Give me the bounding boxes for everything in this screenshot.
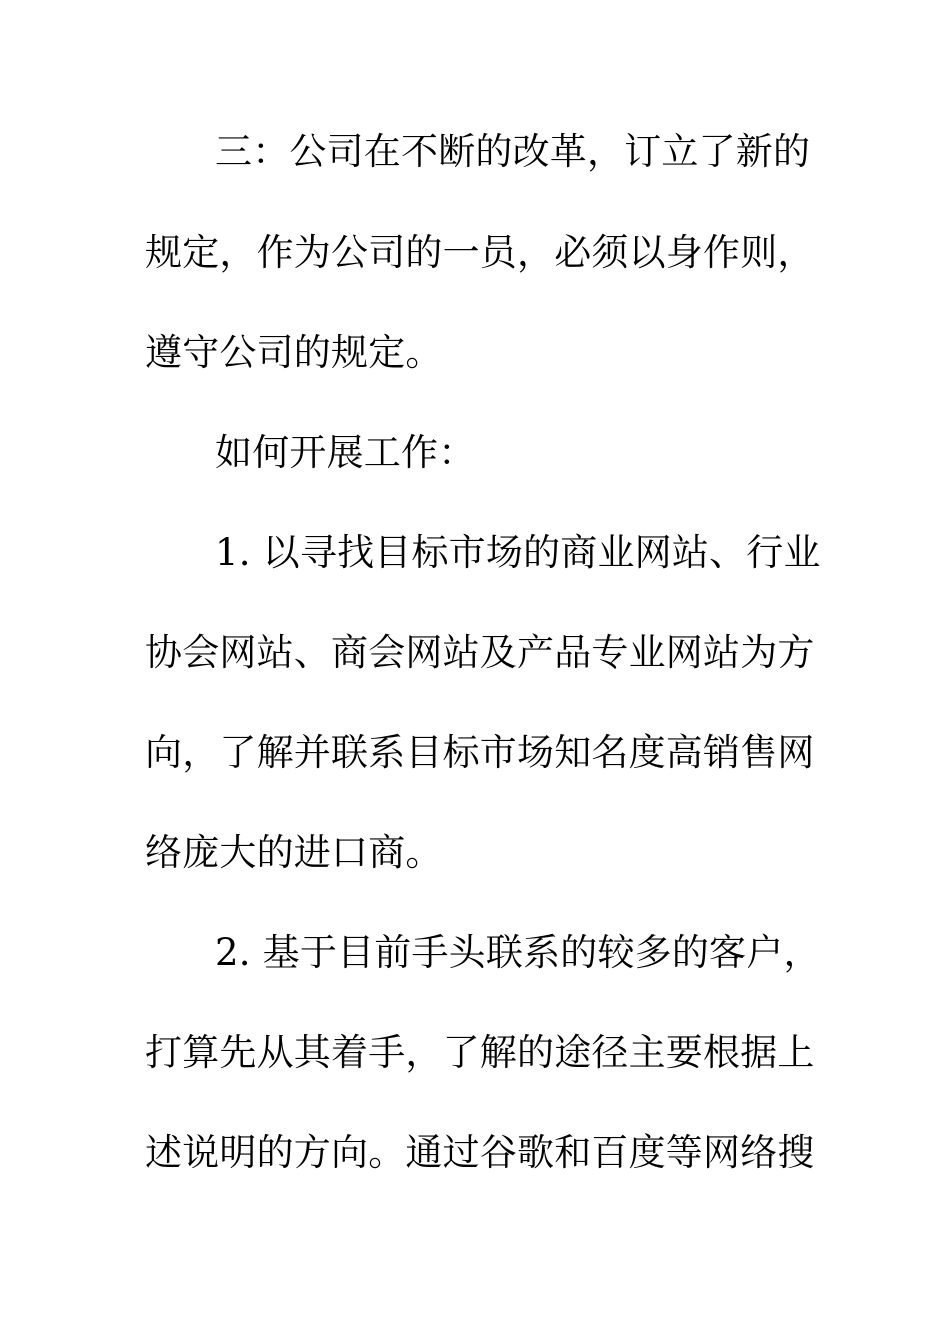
paragraph-line: 规定，作为公司的一员，必须以身作则， <box>145 231 815 274</box>
list-item-line: 协会网站、商会网站及产品专业网站为方 <box>145 631 815 674</box>
list-item-line: 向，了解并联系目标市场知名度高销售网 <box>145 731 815 774</box>
list-item-line: 2. 基于目前手头联系的较多的客户， <box>215 931 821 974</box>
section-heading: 如何开展工作： <box>215 431 476 474</box>
list-item-line: 络庞大的进口商。 <box>145 831 443 874</box>
paragraph-line: 遵守公司的规定。 <box>145 331 443 374</box>
list-item-line: 打算先从其着手，了解的途径主要根据上 <box>145 1031 815 1074</box>
list-item-line: 述说明的方向。通过谷歌和百度等网络搜 <box>145 1131 815 1174</box>
list-item-line: 1. 以寻找目标市场的商业网站、行业 <box>215 531 821 574</box>
paragraph-line: 三：公司在不断的改革，订立了新的 <box>215 130 811 173</box>
